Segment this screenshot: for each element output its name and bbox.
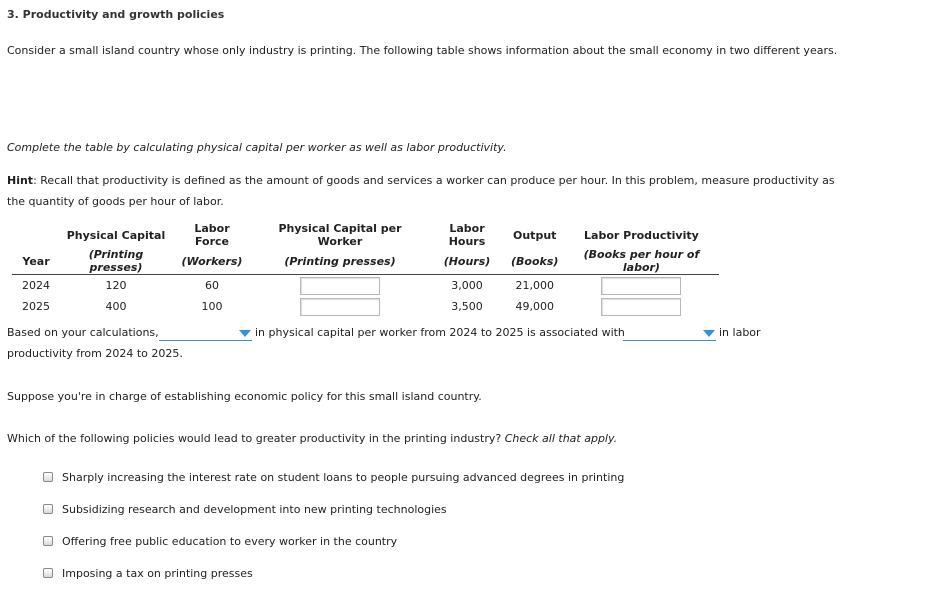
- checkbox[interactable]: [43, 472, 53, 482]
- policy-context-text: Suppose you're in charge of establishing economic policy for this small island country.: [7, 390, 482, 403]
- instruction-text: Complete the table by calculating physical capital per worker as well as labor productivity.: [7, 141, 507, 154]
- col-subheader: (Hours): [428, 248, 506, 275]
- productivity-cell: [563, 275, 719, 297]
- col-header: Labor Force: [194, 222, 230, 248]
- data-table: [12, 222, 719, 317]
- productivity-change-dropdown[interactable]: [623, 326, 716, 341]
- col-subheader: (Workers): [172, 248, 252, 275]
- option-label: Subsidizing research and development into new printing technologies: [62, 502, 447, 516]
- col-subheader: (Books per hour of labor): [563, 248, 719, 275]
- checkbox[interactable]: [43, 504, 53, 514]
- col-header: Physical Capital: [66, 228, 166, 242]
- labor-force-cell: 60: [205, 279, 219, 292]
- checkbox[interactable]: [43, 536, 53, 546]
- col-header: Labor Hours: [448, 222, 486, 248]
- hint-label: Hint: [7, 174, 34, 187]
- output-cell: 49,000: [515, 300, 554, 313]
- table-subheader-row: [12, 248, 719, 275]
- capital-per-worker-input-2024[interactable]: [300, 277, 380, 295]
- year-cell: 2024: [22, 279, 50, 292]
- intro-text: Consider a small island country whose only industry is printing. The following table shows information about the small economy in two different years.: [7, 44, 838, 57]
- labor-productivity-input-2025[interactable]: [601, 298, 681, 316]
- table-row: [12, 275, 719, 297]
- sentence-part-2: in physical capital per worker from 2024 to 2025 is associated with: [255, 326, 625, 339]
- section-title: 3. Productivity and growth policies: [7, 8, 225, 21]
- checkbox[interactable]: [43, 568, 53, 578]
- col-header: [12, 222, 60, 248]
- col-subheader: (Printing presses): [60, 248, 172, 275]
- col-header: Labor Productivity: [584, 228, 699, 242]
- col-subheader: (Printing presses): [252, 248, 428, 275]
- capital-cell: 120: [105, 279, 127, 292]
- capital-change-dropdown[interactable]: [159, 326, 252, 341]
- sentence-part-1: Based on your calculations,: [7, 326, 159, 339]
- hint-text: : Recall that productivity is defined as the amount of goods and services a worker can produce per hour. In this problem, measure productivity as: [33, 174, 835, 187]
- capital-per-worker-cell: [252, 275, 428, 297]
- dropdown-arrow-icon: [239, 330, 251, 337]
- policy-option[interactable]: [43, 470, 624, 484]
- labor-hours-cell: 3,500: [451, 300, 483, 313]
- labor-productivity-input-2024[interactable]: [601, 277, 681, 295]
- col-subheader: Year: [12, 248, 60, 275]
- year-cell: 2025: [22, 300, 50, 313]
- hint-line-2: the quantity of goods per hour of labor.: [7, 195, 224, 208]
- option-label: Offering free public education to every worker in the country: [62, 534, 398, 548]
- question-main: Which of the following policies would lead to greater productivity in the printing industry?: [7, 432, 502, 445]
- capital-per-worker-input-2025[interactable]: [300, 298, 380, 316]
- capital-per-worker-cell: [252, 296, 428, 317]
- sentence-part-4: productivity from 2024 to 2025.: [7, 347, 183, 360]
- option-label: Imposing a tax on printing presses: [62, 566, 253, 580]
- policy-option[interactable]: [43, 566, 253, 580]
- productivity-cell: [563, 296, 719, 317]
- output-cell: 21,000: [515, 279, 554, 292]
- table-header-row: [12, 222, 719, 248]
- policy-option[interactable]: [43, 534, 397, 548]
- dropdown-arrow-icon: [703, 330, 715, 337]
- labor-force-cell: 100: [201, 300, 223, 313]
- question-emphasis: Check all that apply.: [504, 432, 618, 445]
- col-header: Output: [513, 228, 557, 242]
- capital-cell: 400: [105, 300, 127, 313]
- policy-option[interactable]: [43, 502, 447, 516]
- option-label: Sharply increasing the interest rate on student loans to people pursuing advanced degrees in printing: [62, 470, 625, 484]
- hint-line-1: [7, 174, 835, 187]
- col-header: Physical Capital per Worker: [278, 222, 402, 248]
- col-subheader: (Books): [506, 248, 563, 275]
- labor-hours-cell: 3,000: [451, 279, 483, 292]
- table-row: [12, 296, 719, 317]
- sentence-part-3: in labor: [719, 326, 761, 339]
- question-text: [7, 432, 617, 445]
